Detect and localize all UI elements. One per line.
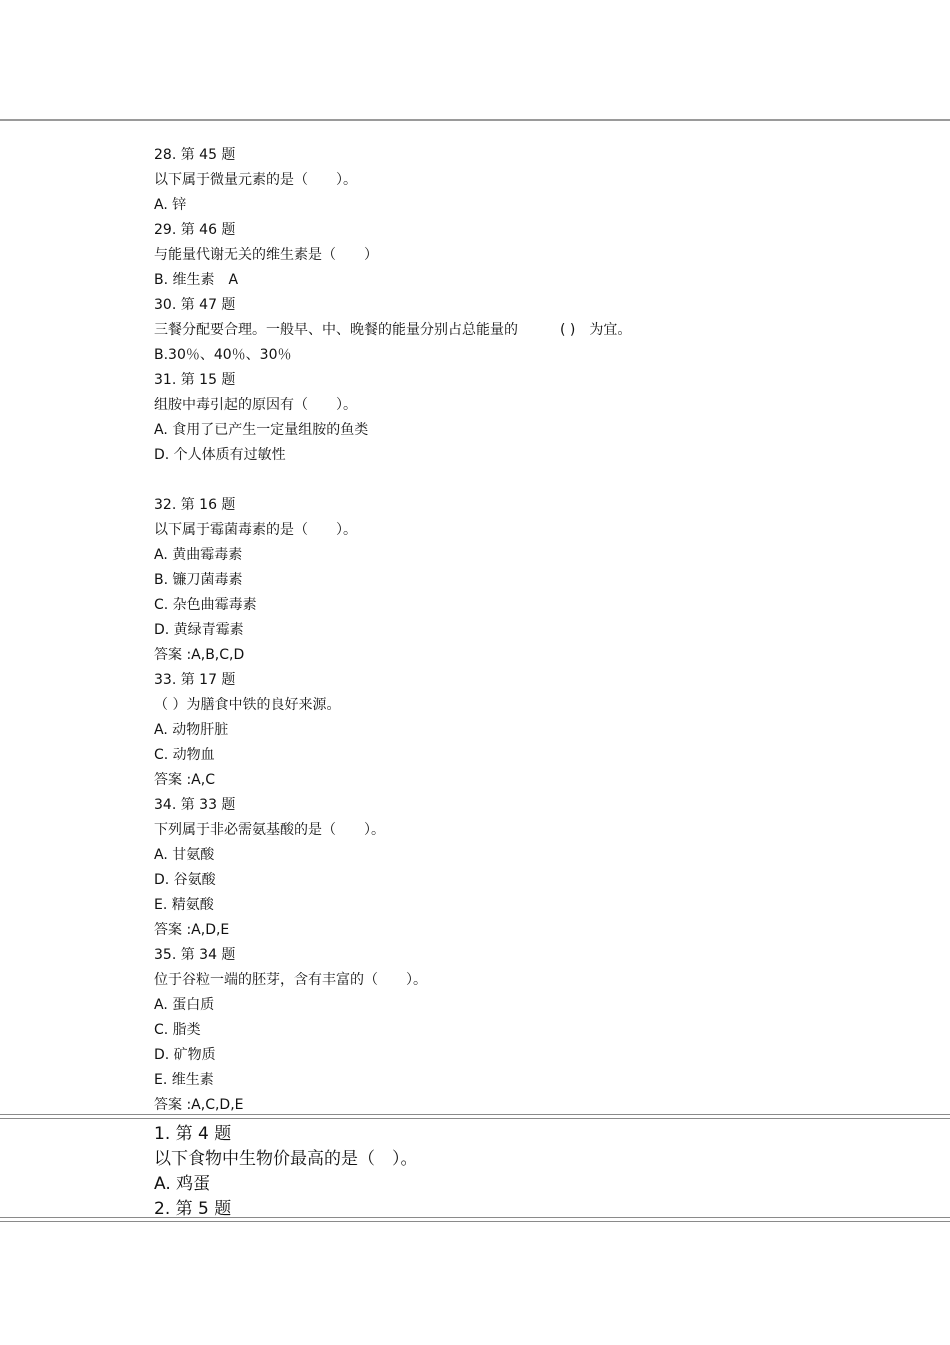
question-heading: 31. 第 15 题 [154,372,236,388]
question-heading: 1. 第 4 题 [154,1124,232,1144]
answer-option: B. 镰刀菌毒素 [154,572,243,588]
question-text: 下列属于非必需氨基酸的是（ ）。 [154,822,385,838]
answer-option: A. 动物肝脏 [154,722,229,738]
answer-option: C. 动物血 [154,747,215,763]
answer-key: 答案 :A,D,E [154,922,230,938]
answer-option: E. 精氨酸 [154,897,214,913]
question-heading: 28. 第 45 题 [154,147,236,163]
question-text: 与能量代谢无关的维生素是（ ） [154,247,378,263]
question-heading: 33. 第 17 题 [154,672,236,688]
answer-option: A. 黄曲霉毒素 [154,547,243,563]
top-rule [0,119,950,121]
answer-option: B. 维生素 A [154,272,239,288]
question-text: （ ）为膳食中铁的良好来源。 [154,697,341,713]
question-heading: 34. 第 33 题 [154,797,236,813]
question-text: 组胺中毒引起的原因有（ ）。 [154,397,357,413]
question-text: 位于谷粒一端的胚芽，含有丰富的（ ）。 [154,972,427,988]
question-heading: 35. 第 34 题 [154,947,236,963]
answer-key: 答案 :A,C,D,E [154,1097,244,1113]
question-heading: 30. 第 47 题 [154,297,236,313]
blank-line [154,468,914,493]
question-text: 以下食物中生物价最高的是（ ）。 [154,1149,418,1169]
section-divider-top [0,1114,950,1119]
answer-option: A. 甘氨酸 [154,847,215,863]
question-heading: 29. 第 46 题 [154,222,236,238]
answer-key: 答案 :A,B,C,D [154,647,245,663]
question-text: 以下属于微量元素的是（ ）。 [154,172,357,188]
answer-option: C. 脂类 [154,1022,201,1038]
answer-option: A. 鸡蛋 [154,1174,211,1194]
answer-option: D. 谷氨酸 [154,872,216,888]
question-block-1 [154,143,914,1118]
answer-option: E. 维生素 [154,1072,214,1088]
question-text: 以下属于霉菌毒素的是（ ）。 [154,522,357,538]
answer-option: A. 锌 [154,197,187,213]
question-block-2 [154,1122,914,1222]
answer-option: A. 蛋白质 [154,997,215,1013]
question-text: 三餐分配要合理。一般早、中、晚餐的能量分别占总能量的 ( ) 为宜。 [154,322,632,338]
question-heading: 32. 第 16 题 [154,497,236,513]
answer-option: A. 食用了已产生一定量组胺的鱼类 [154,422,369,438]
answer-option: D. 黄绿青霉素 [154,622,244,638]
answer-option: D. 个人体质有过敏性 [154,447,286,463]
section-divider-bottom [0,1217,950,1222]
answer-option: D. 矿物质 [154,1047,216,1063]
answer-option: B.30％、40％、30％ [154,347,292,363]
answer-key: 答案 :A,C [154,772,215,788]
answer-option: C. 杂色曲霉毒素 [154,597,257,613]
question-heading: 2. 第 5 题 [154,1199,232,1219]
